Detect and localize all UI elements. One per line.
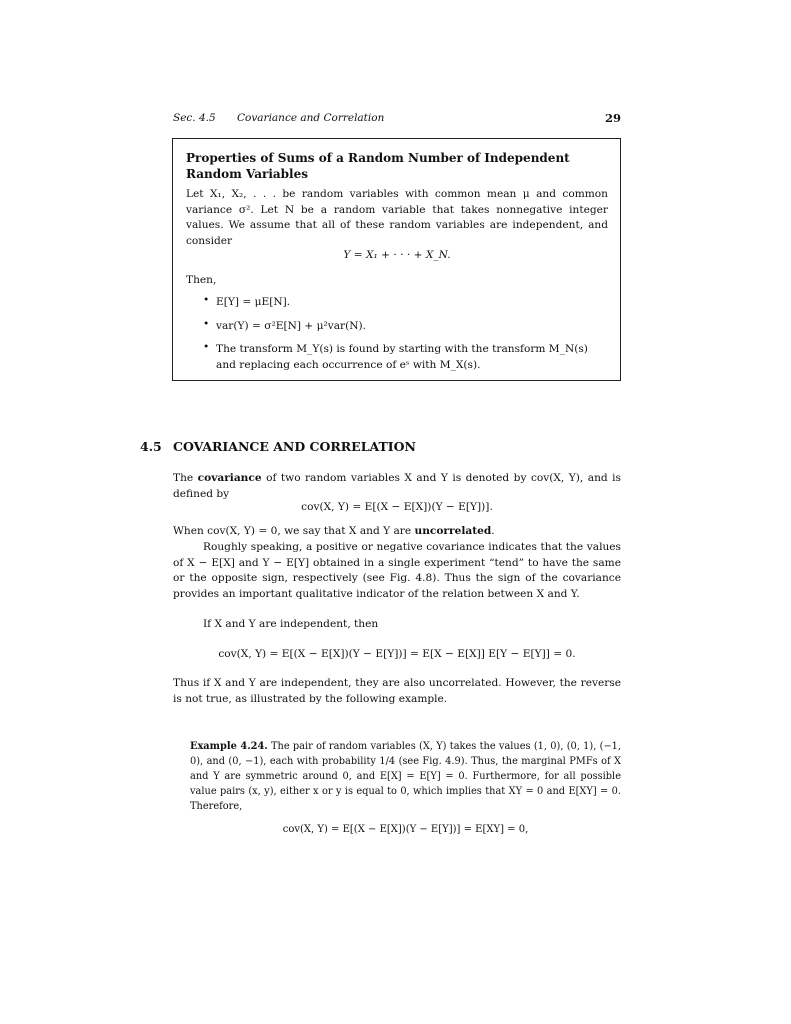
example-4-24: [190, 739, 621, 814]
properties-box-title: Properties of Sums of a Random Number of Independent Random Variables: [186, 151, 570, 181]
bullet-dot: •: [203, 294, 210, 306]
property-bullet: E[Y] = μE[N].: [216, 296, 291, 308]
properties-box-equation: Y = X₁ + · · · + X_N.: [343, 249, 451, 261]
paragraph-intuition: Roughly speaking, a positive or negative covariance indicates that the values of X − E[X] and Y − E[Y] obtained in a single experiment “tend” to have the same or the opposite sign, respectively (see Fig. 4.8). Thus the sign of the covariance provides an important qualitative indicator of the relation between X and Y.: [173, 541, 621, 600]
example-label: Example 4.24.: [190, 741, 268, 752]
section-number: 4.5: [140, 439, 162, 454]
properties-box-paragraph: Let X₁, X₂, . . . be random variables with common mean μ and common variance σ². Let N be a random variable that takes nonnegative integer values. We assume that all of these random variables are independent, and consider: [186, 188, 608, 247]
header-running-title: Covariance and Correlation: [237, 112, 385, 124]
equation-covariance: cov(X, Y) = E[(X − E[X])(Y − E[Y])].: [301, 501, 493, 513]
section-title: COVARIANCE AND CORRELATION: [173, 439, 416, 454]
term-covariance: covariance: [197, 472, 262, 484]
text: When cov(X, Y) = 0, we say that X and Y are: [173, 525, 412, 537]
bullet-dot: •: [203, 318, 210, 330]
term-uncorrelated: uncorrelated: [414, 525, 492, 537]
bullet-dot: •: [203, 341, 210, 353]
properties-box-then: Then,: [186, 274, 217, 286]
paragraph-converse: Thus if X and Y are independent, they are also uncorrelated. However, the reverse is not true, as illustrated by the following example.: [173, 677, 621, 705]
text: The: [173, 472, 194, 484]
page-number: 29: [604, 111, 621, 125]
text: of two random variables X and Y is denoted by cov(X, Y), and is defined by: [173, 472, 621, 500]
header-section-label: Sec. 4.5: [173, 112, 216, 124]
paragraph-uncorrelated: [173, 524, 621, 540]
example-text: The pair of random variables (X, Y) takes the values (1, 0), (0, 1), (−1, 0), and (0, −1), each with probability 1/4 (see Fig. 4.9). Thus, the marginal PMFs of X and Y are symmetric around 0, and E[X] = E[Y] = 0. Furthermore, for all possible value pairs (x, y), either x or y is equal to 0, which implies that XY = 0 and E[XY] = 0. Therefore,: [190, 741, 621, 812]
property-bullet: var(Y) = σ²E[N] + μ²var(N).: [216, 320, 366, 332]
example-equation: cov(X, Y) = E[(X − E[X])(Y − E[Y])] = E[XY] = 0,: [282, 824, 529, 835]
text: .: [491, 525, 495, 537]
paragraph-independence: If X and Y are independent, then: [203, 618, 379, 630]
equation-independence: cov(X, Y) = E[(X − E[X])(Y − E[Y])] = E[X − E[X]] E[Y − E[Y]] = 0.: [218, 648, 576, 660]
paragraph-covariance-definition: [173, 471, 621, 502]
property-bullet: The transform M_Y(s) is found by starting with the transform M_N(s) and replacing each occurrence of eˢ with M_X(s).: [216, 343, 588, 371]
